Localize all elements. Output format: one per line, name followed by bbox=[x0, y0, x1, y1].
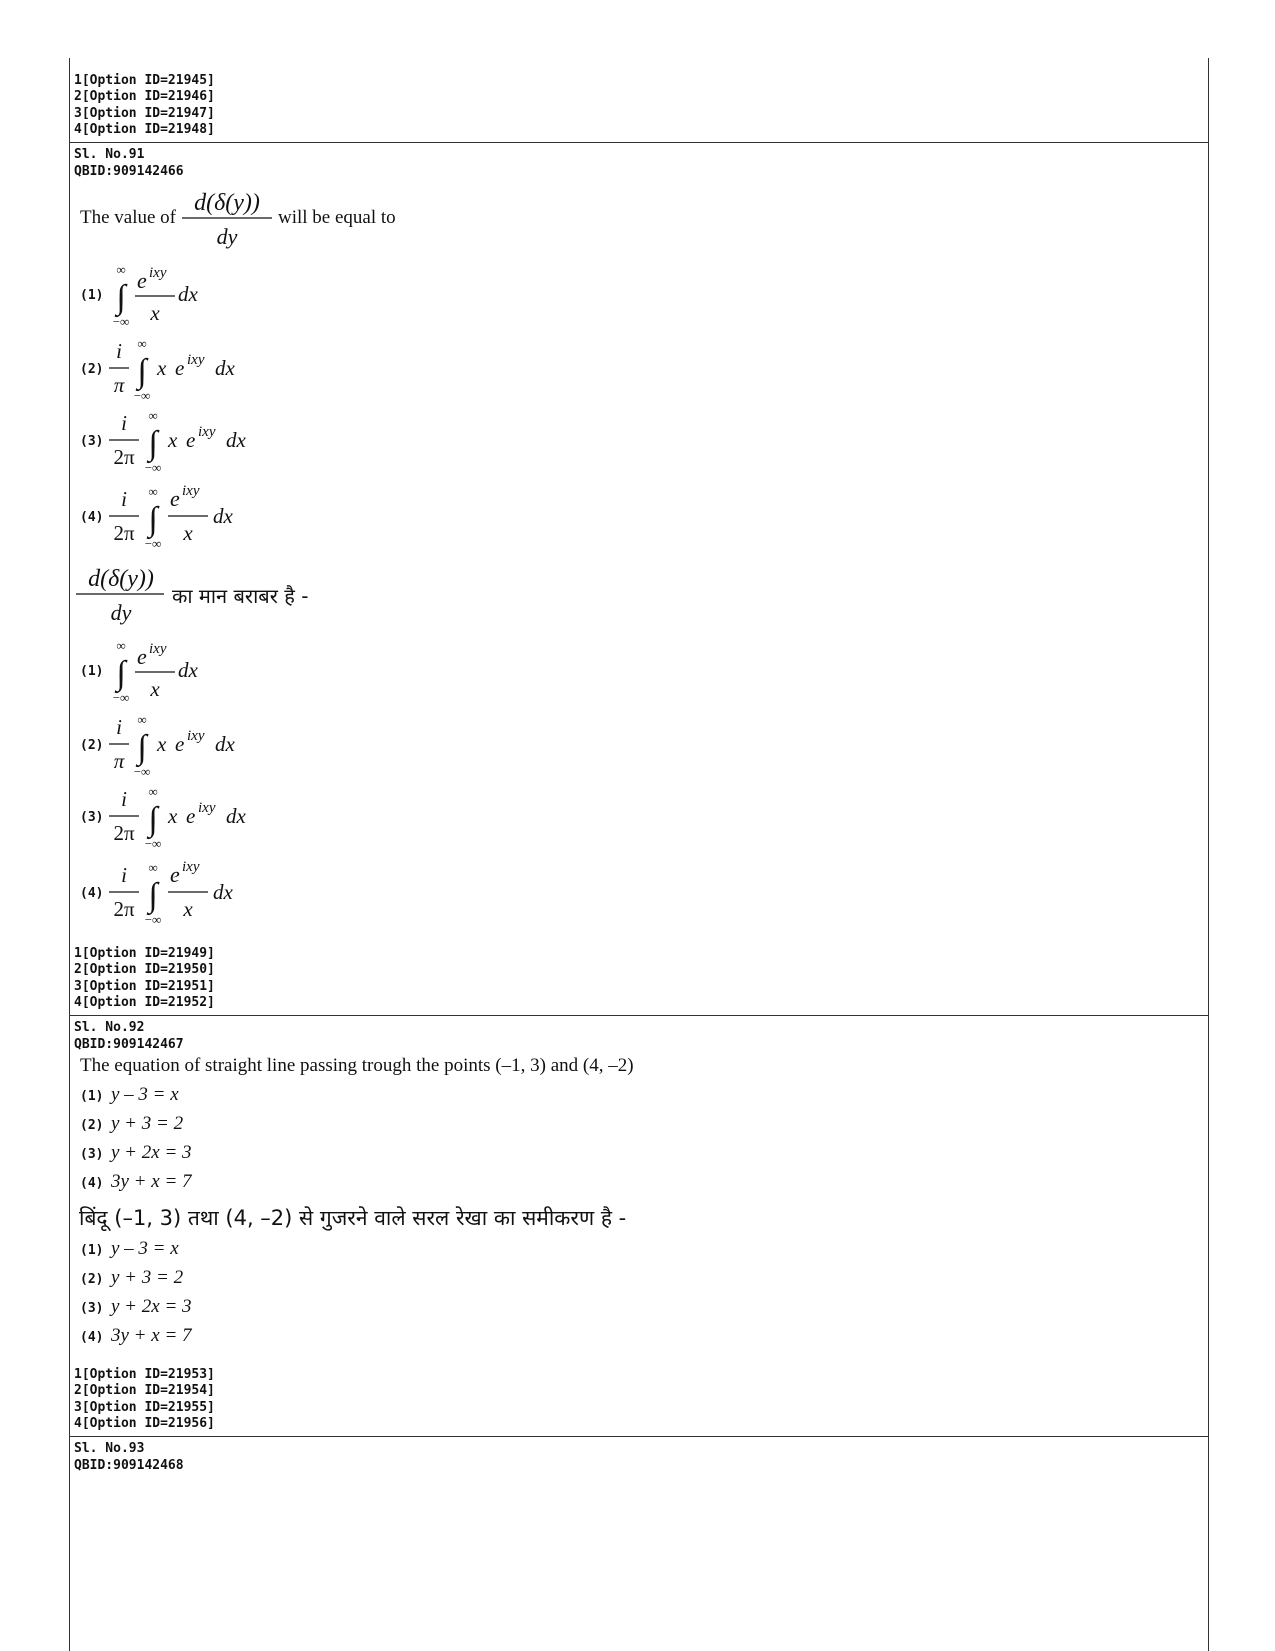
q92-en-opt4-label: (4) bbox=[80, 1176, 104, 1191]
e-base: e bbox=[186, 428, 196, 452]
var-x: x bbox=[157, 356, 167, 380]
q92-hi-opt2-expr: y + 3 = 2 bbox=[111, 1267, 184, 1288]
denominator-x: x bbox=[183, 521, 193, 545]
prev-option-ids bbox=[74, 73, 215, 138]
q91-en-opt4-math bbox=[105, 480, 255, 555]
exponent: ixy bbox=[198, 800, 216, 816]
integral-symbol: ∫ bbox=[148, 801, 158, 838]
separator bbox=[69, 1015, 1209, 1016]
sl-no: Sl. No.91 bbox=[74, 147, 145, 162]
qbid: QBID:909142466 bbox=[74, 164, 184, 179]
dx: dx bbox=[213, 880, 233, 904]
infinity-symbol: ∞ bbox=[137, 336, 147, 351]
neg-infinity-symbol: −∞ bbox=[144, 912, 162, 927]
numerator-i: i bbox=[116, 715, 122, 739]
q92-en-opt3-label: (3) bbox=[80, 1147, 104, 1162]
sl-no: Sl. No.93 bbox=[74, 1441, 145, 1456]
option-id: 2[Option ID=21946] bbox=[74, 89, 215, 105]
sl-no: Sl. No.92 bbox=[74, 1020, 145, 1035]
e-base: e bbox=[170, 486, 180, 511]
q91-en-opt2-label: (2) bbox=[80, 362, 104, 377]
q91-hi-opt1-label: (1) bbox=[80, 664, 104, 679]
q91-hi-opt3-label: (3) bbox=[80, 810, 104, 825]
exponent: ixy bbox=[149, 641, 167, 657]
q91-hi-opt1-math bbox=[105, 634, 215, 709]
neg-infinity-symbol: −∞ bbox=[112, 314, 130, 329]
denominator-x: x bbox=[183, 897, 193, 921]
option-id: 2[Option ID=21950] bbox=[74, 962, 215, 978]
neg-infinity-symbol: −∞ bbox=[144, 536, 162, 551]
q91-hi-opt4-label: (4) bbox=[80, 886, 104, 901]
q92-en-opt1-label: (1) bbox=[80, 1089, 104, 1104]
numerator-i: i bbox=[121, 411, 127, 435]
q91-en-opt4-label: (4) bbox=[80, 510, 104, 525]
infinity-symbol: ∞ bbox=[137, 712, 147, 727]
option-id: 4[Option ID=21956] bbox=[74, 1415, 215, 1431]
q92-hi-opt3-label: (3) bbox=[80, 1301, 104, 1316]
q92-hi-opt4-label: (4) bbox=[80, 1330, 104, 1345]
derivative-numerator: d(δ(y)) bbox=[88, 566, 154, 592]
qbid: QBID:909142467 bbox=[74, 1037, 184, 1052]
q91-derivative-fraction bbox=[180, 180, 275, 255]
q92-hi-opt2-label: (2) bbox=[80, 1272, 104, 1287]
neg-infinity-symbol: −∞ bbox=[112, 690, 130, 705]
integral-symbol: ∫ bbox=[148, 501, 158, 538]
numerator-i: i bbox=[116, 339, 122, 363]
q92-question: The equation of straight line passing trough the points (–1, 3) and (4, –2) bbox=[80, 1055, 634, 1076]
e-base: e bbox=[186, 804, 196, 828]
numerator-i: i bbox=[121, 487, 127, 511]
q91-hi-opt4-math bbox=[105, 856, 255, 931]
qbid: QBID:909142468 bbox=[74, 1458, 184, 1473]
q93-header bbox=[74, 1440, 184, 1474]
infinity-symbol: ∞ bbox=[148, 484, 158, 499]
separator bbox=[69, 142, 1209, 143]
e-base: e bbox=[175, 356, 185, 380]
exponent: ixy bbox=[187, 352, 205, 368]
infinity-symbol: ∞ bbox=[148, 860, 158, 875]
q91-en-opt3-label: (3) bbox=[80, 434, 104, 449]
neg-infinity-symbol: −∞ bbox=[133, 388, 151, 403]
option-id: 3[Option ID=21947] bbox=[74, 105, 215, 121]
denominator-2pi: 2π bbox=[113, 521, 135, 545]
infinity-symbol: ∞ bbox=[116, 638, 126, 653]
var-x: x bbox=[168, 428, 178, 452]
exponent: ixy bbox=[182, 859, 200, 875]
neg-infinity-symbol: −∞ bbox=[144, 460, 162, 475]
dx: dx bbox=[215, 356, 235, 380]
q91-hindi-question: का मान बराबर है - bbox=[172, 584, 309, 608]
option-id: 3[Option ID=21951] bbox=[74, 978, 215, 994]
neg-infinity-symbol: −∞ bbox=[144, 836, 162, 851]
q91-hi-derivative-fraction bbox=[76, 556, 171, 631]
option-id: 1[Option ID=21953] bbox=[74, 1367, 215, 1382]
q92-hi-opt1-expr: y – 3 = x bbox=[111, 1238, 179, 1259]
exponent: ixy bbox=[187, 728, 205, 744]
q92-en-opt2-expr: y + 3 = 2 bbox=[111, 1113, 184, 1134]
q91-question-suffix: will be equal to bbox=[278, 207, 396, 228]
integral-symbol: ∫ bbox=[148, 425, 158, 462]
q91-en-opt2-math bbox=[105, 332, 255, 407]
integral-symbol: ∫ bbox=[137, 353, 147, 390]
q91-hi-opt2-label: (2) bbox=[80, 738, 104, 753]
denominator-2pi: 2π bbox=[113, 821, 135, 845]
e-base: e bbox=[170, 862, 180, 887]
q91-option-ids bbox=[74, 946, 215, 1011]
neg-infinity-symbol: −∞ bbox=[133, 764, 151, 779]
integral-symbol: ∫ bbox=[148, 877, 158, 914]
dx: dx bbox=[226, 804, 246, 828]
denominator-x: x bbox=[150, 301, 160, 325]
q92-en-opt2-label: (2) bbox=[80, 1118, 104, 1133]
q92-hi-opt1-label: (1) bbox=[80, 1243, 104, 1258]
option-id: 1[Option ID=21945] bbox=[74, 73, 215, 88]
numerator-i: i bbox=[121, 863, 127, 887]
option-id: 2[Option ID=21954] bbox=[74, 1383, 215, 1399]
derivative-numerator: d(δ(y)) bbox=[194, 190, 260, 216]
e-base: e bbox=[137, 644, 147, 669]
option-id: 3[Option ID=21955] bbox=[74, 1399, 215, 1415]
e-base: e bbox=[175, 732, 185, 756]
q92-en-opt3-expr: y + 2x = 3 bbox=[111, 1142, 192, 1163]
denominator-pi: π bbox=[113, 373, 125, 397]
exponent: ixy bbox=[182, 483, 200, 499]
q91-en-opt1-label: (1) bbox=[80, 288, 104, 303]
option-id: 4[Option ID=21952] bbox=[74, 994, 215, 1010]
integral-symbol: ∫ bbox=[137, 729, 147, 766]
dx: dx bbox=[178, 658, 198, 682]
dx: dx bbox=[213, 504, 233, 528]
exponent: ixy bbox=[198, 424, 216, 440]
q92-hi-opt3-expr: y + 2x = 3 bbox=[111, 1296, 192, 1317]
q91-en-opt1-math bbox=[105, 258, 215, 333]
e-base: e bbox=[137, 268, 147, 293]
numerator-i: i bbox=[121, 787, 127, 811]
denominator-2pi: 2π bbox=[113, 445, 135, 469]
dx: dx bbox=[226, 428, 246, 452]
derivative-denominator: dy bbox=[110, 600, 132, 625]
var-x: x bbox=[168, 804, 178, 828]
q92-hi-opt4-expr: 3y + x = 7 bbox=[111, 1325, 192, 1346]
derivative-denominator: dy bbox=[216, 224, 238, 249]
exponent: ixy bbox=[149, 265, 167, 281]
integral-symbol: ∫ bbox=[116, 279, 126, 316]
q91-header bbox=[74, 146, 184, 180]
q91-en-opt3-math bbox=[105, 404, 265, 479]
integral-symbol: ∫ bbox=[116, 655, 126, 692]
infinity-symbol: ∞ bbox=[148, 784, 158, 799]
option-id: 4[Option ID=21948] bbox=[74, 121, 215, 137]
denominator-pi: π bbox=[113, 749, 125, 773]
q92-header bbox=[74, 1019, 184, 1053]
denominator-x: x bbox=[150, 677, 160, 701]
dx: dx bbox=[215, 732, 235, 756]
q91-hi-opt2-math bbox=[105, 708, 255, 783]
q91-hi-opt3-math bbox=[105, 780, 265, 855]
var-x: x bbox=[157, 732, 167, 756]
separator bbox=[69, 1436, 1209, 1437]
option-id: 1[Option ID=21949] bbox=[74, 946, 215, 961]
infinity-symbol: ∞ bbox=[148, 408, 158, 423]
infinity-symbol: ∞ bbox=[116, 262, 126, 277]
q91-question-prefix: The value of bbox=[80, 207, 177, 228]
q92-hindi-question: बिंदू (–1, 3) तथा (4, –2) से गुजरने वाले सरल रेखा का समीकरण है - bbox=[79, 1206, 627, 1230]
q92-en-opt1-expr: y – 3 = x bbox=[111, 1084, 179, 1105]
denominator-2pi: 2π bbox=[113, 897, 135, 921]
q92-en-opt4-expr: 3y + x = 7 bbox=[111, 1171, 192, 1192]
q92-option-ids bbox=[74, 1367, 215, 1432]
dx: dx bbox=[178, 282, 198, 306]
